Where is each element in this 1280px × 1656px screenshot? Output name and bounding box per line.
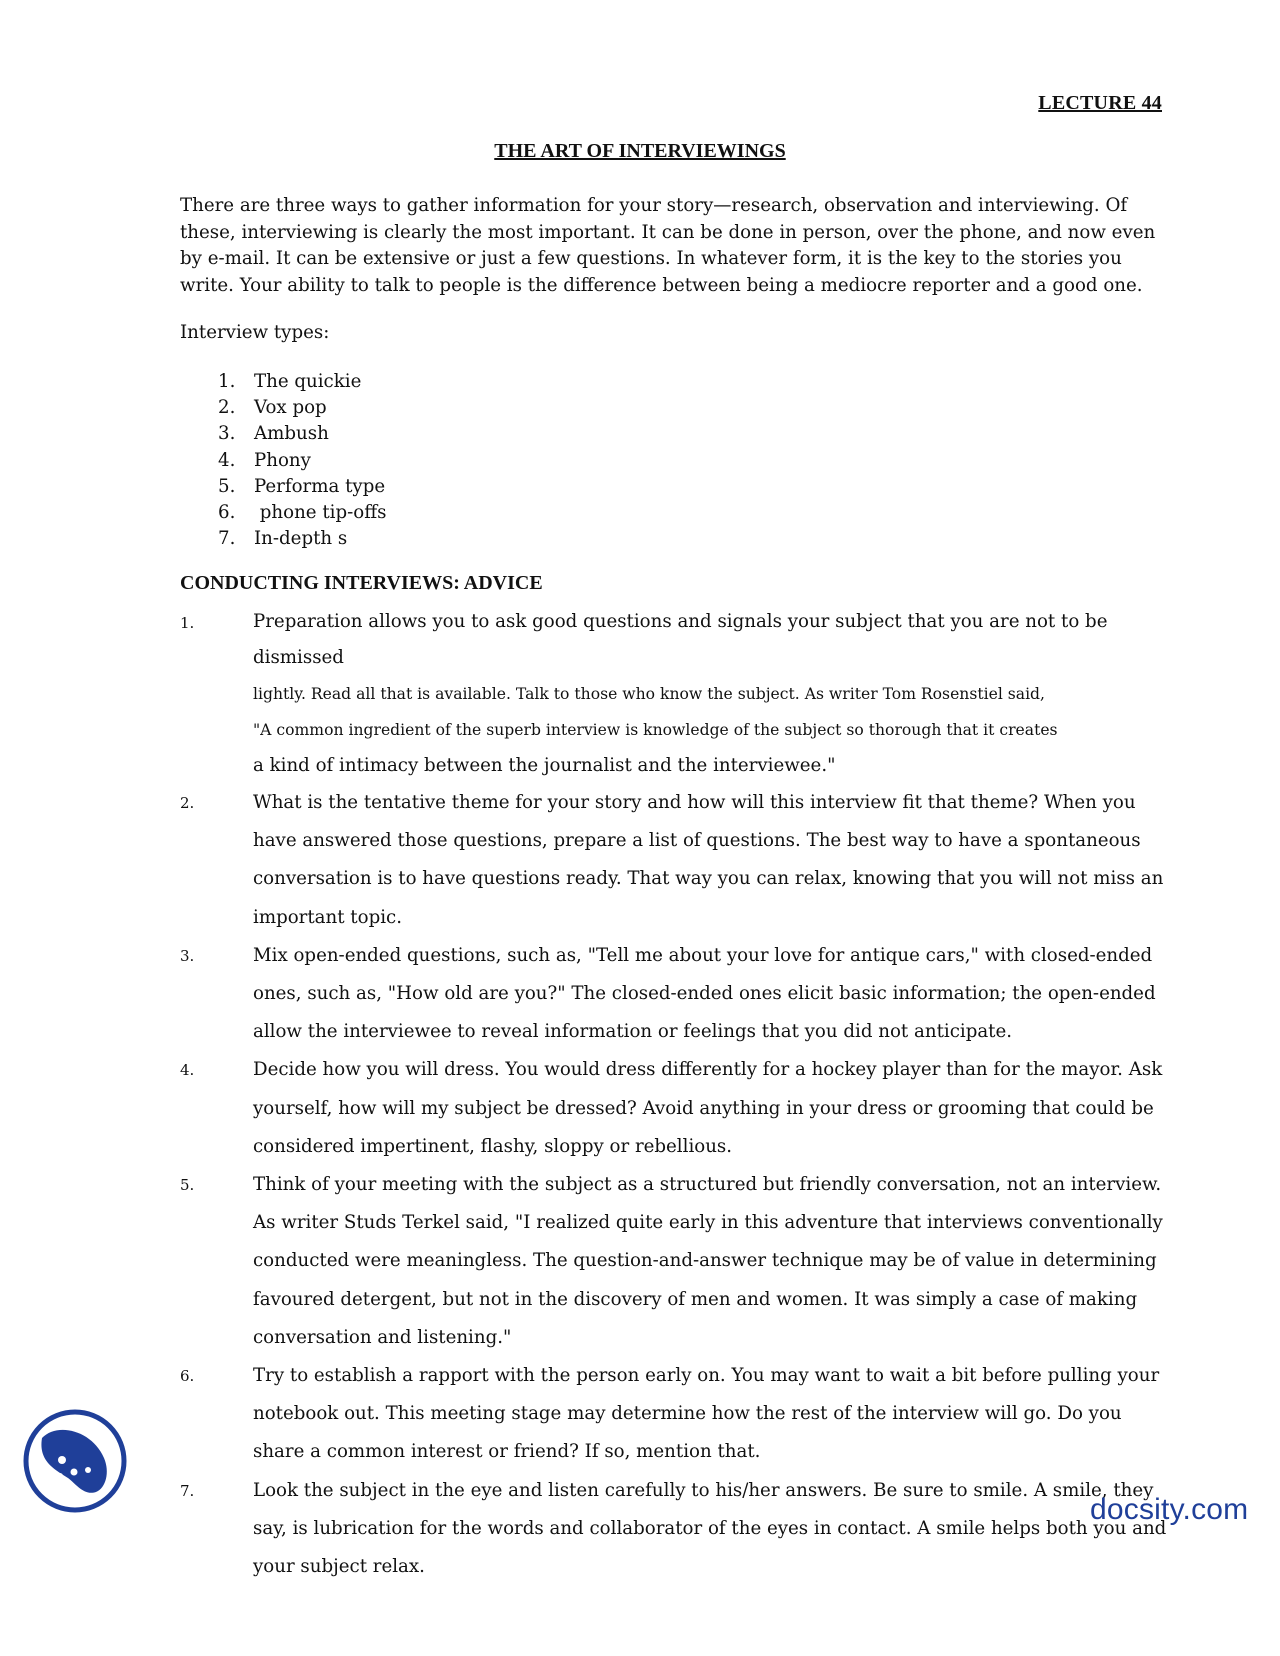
- advice-heading: CONDUCTING INTERVIEWS: ADVICE: [180, 572, 543, 594]
- list-item: 5. Performa type: [218, 475, 386, 497]
- advice-item: 1. Preparation allows you to ask good questions and signals your subject that you are not to be dismissed lightly. Read all that is available. Talk to those who know the subject. As writer Tom Rosenstiel said, "A common ingredient of the superb interview is knowledge of the subject so thorough that it creates a kind of intimacy between the journalist and the interviewee.": [180, 611, 1108, 776]
- advice-item: 6. Try to establish a rapport with the person early on. You may want to wait a bit before pulling your notebook out. This meeting stage may determine how the rest of the interview will go. Do you share a common interest or friend? If so, mention that.: [180, 1365, 1160, 1463]
- docsity-logo-icon: [22, 1408, 128, 1514]
- interview-types-list: [180, 369, 386, 552]
- page-title: THE ART OF INTERVIEWINGS: [494, 140, 786, 162]
- advice-list: [180, 604, 1170, 1586]
- list-item: 7. In-depth s: [218, 528, 348, 550]
- advice-item: 7. Look the subject in the eye and listen carefully to his/her answers. Be sure to smile. A smile, they say, is lubrication for the words and collaborator of the eyes in contact. A smile helps both you and your subject relax.: [180, 1479, 1167, 1578]
- list-item: 4. Phony: [218, 449, 311, 471]
- advice-item: 4. Decide how you will dress. You would dress differently for a hockey player than for the mayor. Ask yourself, how will my subject be dressed? Avoid anything in your dress or grooming that could be considered impertinent, flashy, sloppy or rebellious.: [180, 1059, 1163, 1157]
- list-item: 1. The quickie: [218, 371, 362, 392]
- list-item: 2. Vox pop: [218, 397, 327, 419]
- intro-paragraph: There are three ways to gather information for your story—research, observation and interviewing. Of these, interviewing is clearly the most important. It can be done in person, over the phone, and now even by e-mail. It can be extensive or just a few questions. In whatever form, it is the key to the stories you write. Your ability to talk to people is the difference between being a mediocre reporter and a good one.: [180, 195, 1156, 296]
- advice-item: 5. Think of your meeting with the subject as a structured but friendly conversation, not an interview. As writer Studs Terkel said, "I realized quite early in this adventure that interviews conventionally conducted were meaningless. The question-and-answer technique may be of value in determining favoured detergent, but not in the discovery of men and women. It was simply a case of making conversation and listening.": [180, 1174, 1163, 1348]
- list-item: 3. Ambush: [218, 423, 329, 445]
- advice-item: 3. Mix open-ended questions, such as, "Tell me about your love for antique cars," with closed-ended ones, such as, "How old are you?" The closed-ended ones elicit basic information; the open-ended allow the interviewee to reveal information or feelings that you did not anticipate.: [180, 944, 1156, 1043]
- lecture-number: LECTURE 44: [1038, 92, 1162, 114]
- list-item: 6. phone tip-offs: [218, 502, 387, 524]
- docsity-watermark[interactable]: docsity.com: [1090, 1493, 1249, 1526]
- advice-item: 2. What is the tentative theme for your story and how will this interview fit that theme? When you have answered those questions, prepare a list of questions. The best way to have a spontaneous conversation is to have questions ready. That way you can relax, knowing that you will not miss an important topic.: [180, 792, 1164, 928]
- interview-types-heading: Interview types:: [180, 322, 330, 343]
